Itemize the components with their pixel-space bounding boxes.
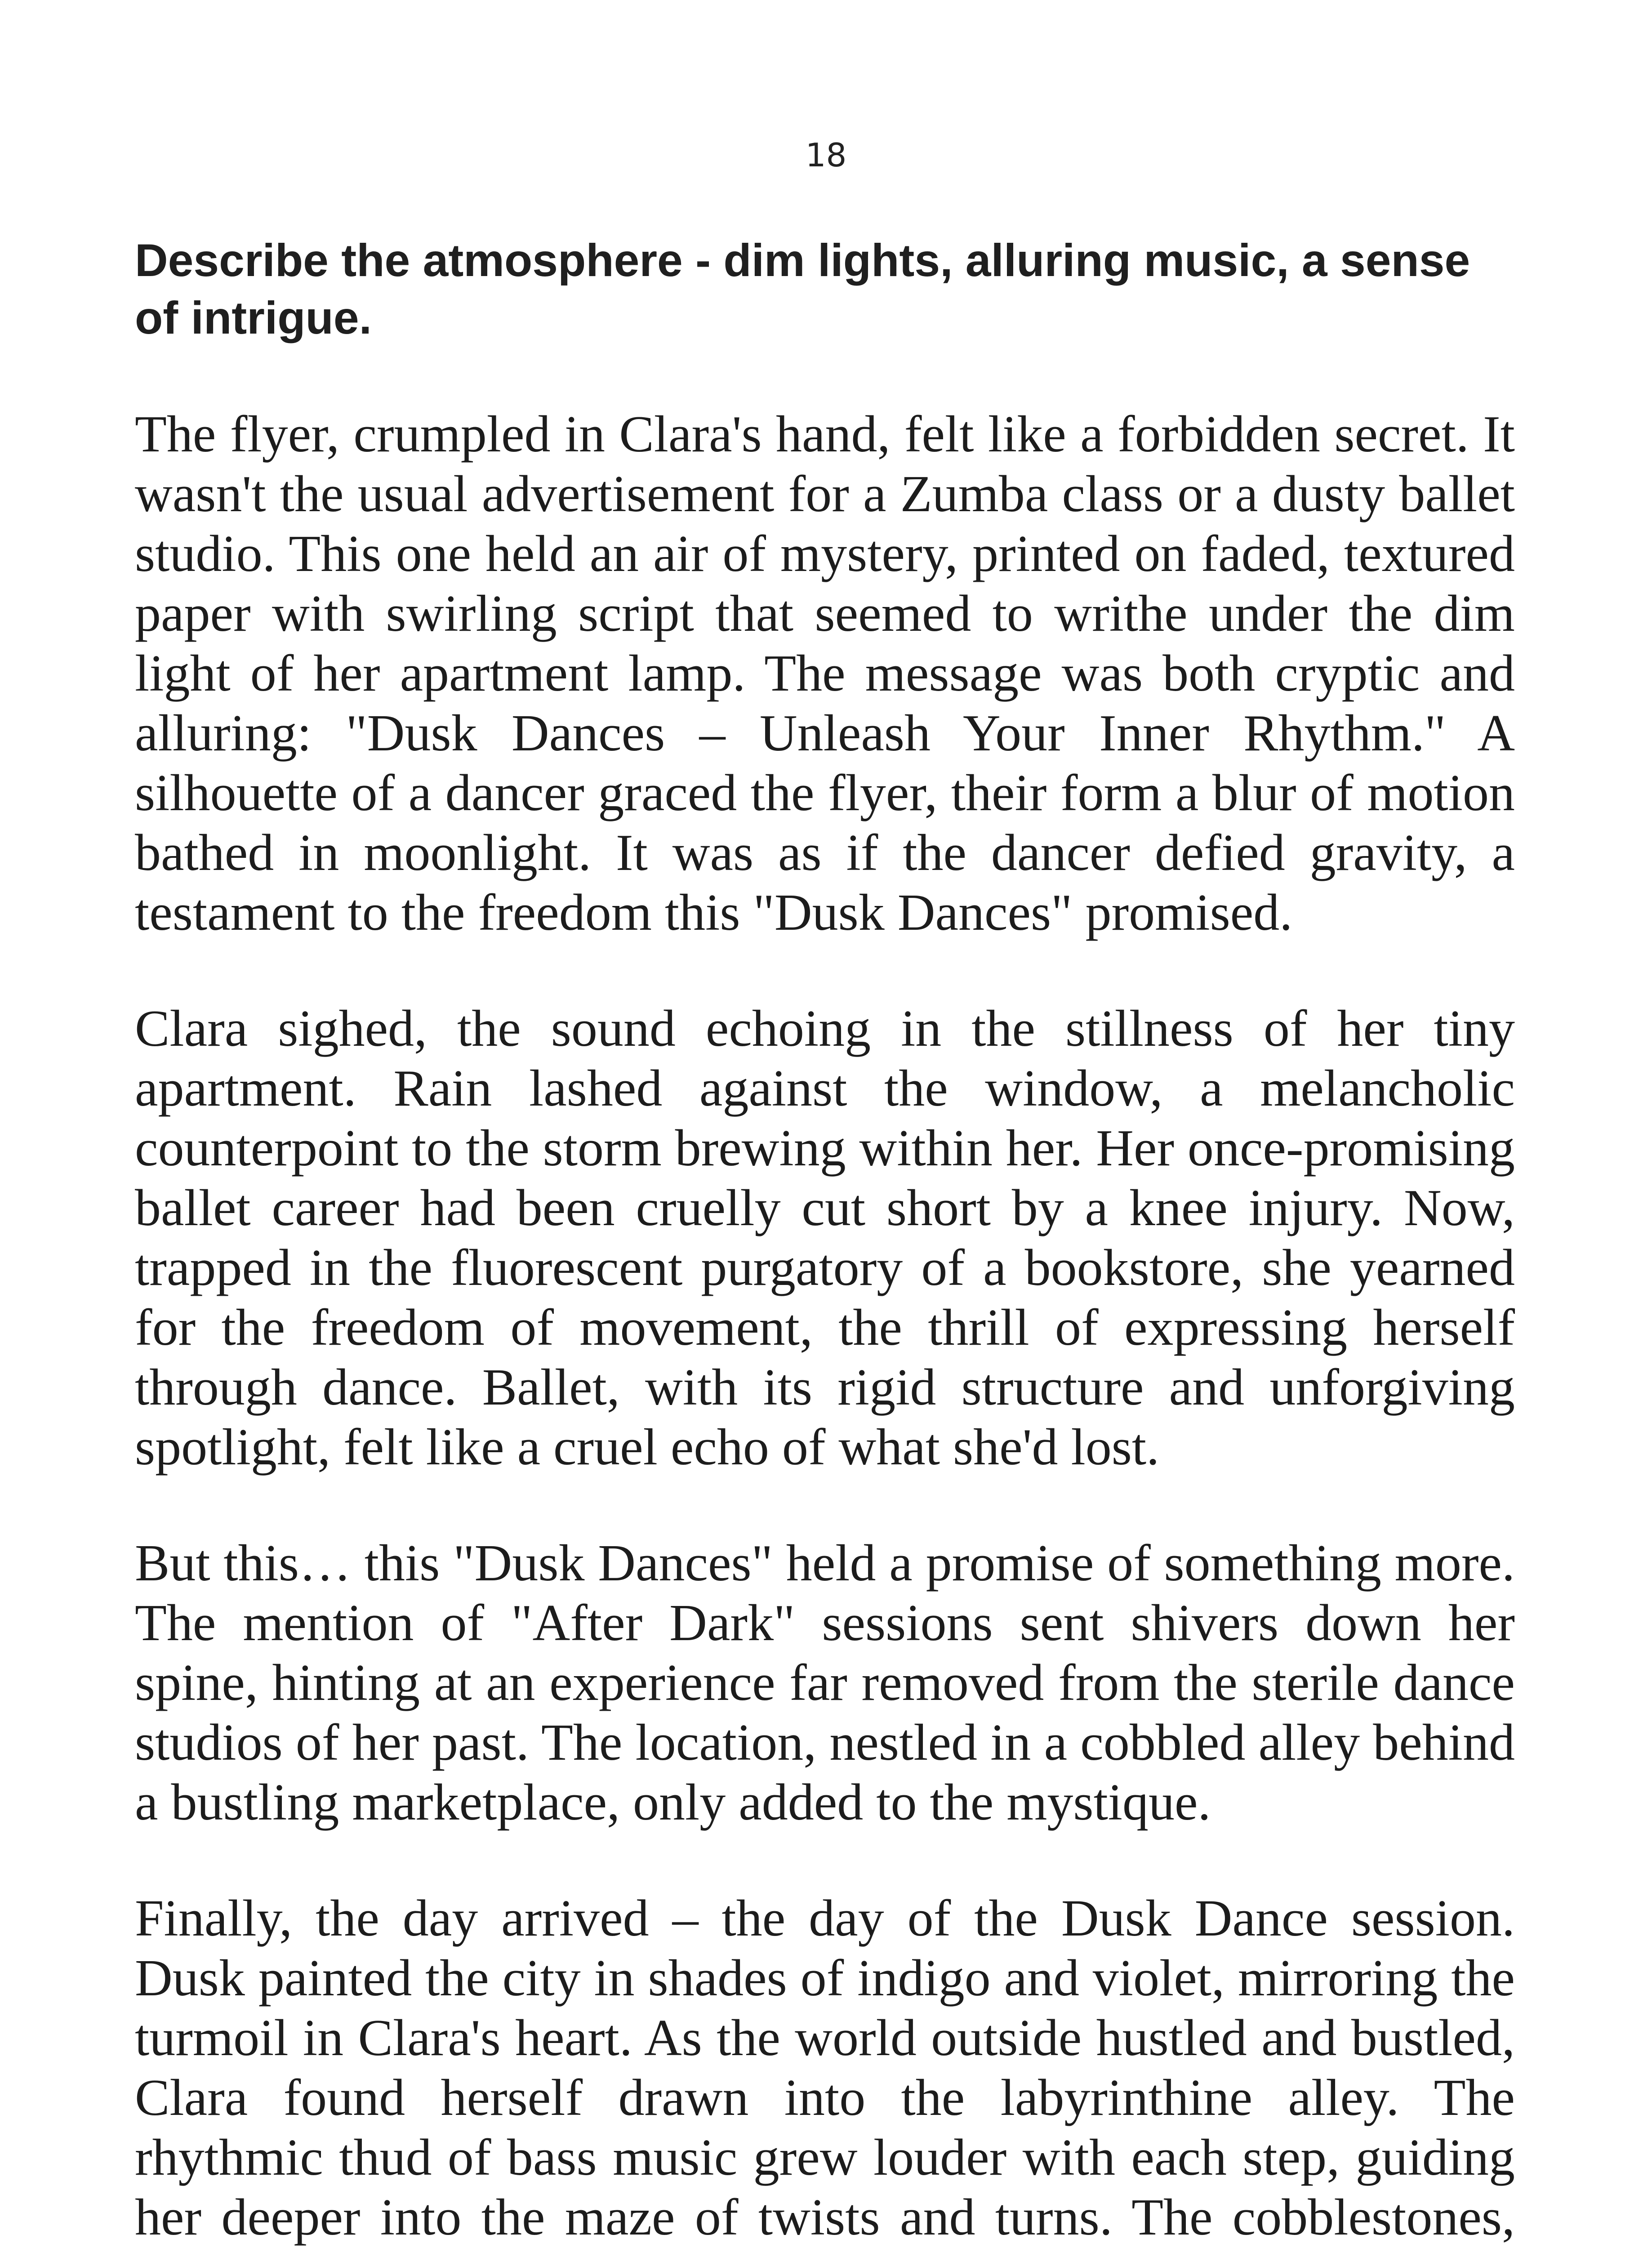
body-text — [135, 405, 1515, 2248]
paragraph-2: Clara sighed, the sound echoing in the stillness of her tiny apartment. Rain lashed against the window, a melancholic counterpoint to the storm brewing within her. Her once-promising ballet career had been cruelly cut short by a knee injury. Now, trapped in the fluorescent purgatory of a bookstore, she yearned for the freedom of movement, the thrill of expressing herself through dance. Ballet, with its rigid structure and unforgiving spotlight, felt like a cruel echo of what she'd lost. — [135, 1000, 1515, 1476]
paragraph-4: Finally, the day arrived – the day of the Dusk Dance session. Dusk painted the city in shades of indigo and violet, mirroring the turmoil in Clara's heart. As the world outside hustled and bustled, Clara found herself drawn into the labyrinthine alley. The rhythmic thud of bass music grew louder with each step, guiding her deeper into the maze of twists and turns. The cobblestones, — [135, 1890, 1515, 2246]
section-heading: Describe the atmosphere - dim lights, alluring music, a sense of intrigue. — [135, 235, 1470, 343]
page-number: 18 — [805, 136, 847, 174]
paragraph-3: But this… this "Dusk Dances" held a promise of something more. The mention of "After Dark" sessions sent shivers down her spine, hinting at an experience far removed from the sterile dance studios of her past. The location, nestled in a cobbled alley behind a bustling marketplace, only added to the mystique. — [135, 1534, 1515, 1831]
paragraph-1: The flyer, crumpled in Clara's hand, felt like a forbidden secret. It wasn't the usual advertisement for a Zumba class or a dusty ballet studio. This one held an air of mystery, printed on faded, textured paper with swirling script that seemed to writhe under the dim light of her apartment lamp. The message was both cryptic and alluring: "Dusk Dances – Unleash Your Inner Rhythm." A silhouette of a dancer graced the flyer, their form a blur of motion bathed in moonlight. It was as if the dancer defied gravity, a testament to the freedom this "Dusk Dances" promised. — [135, 406, 1515, 941]
